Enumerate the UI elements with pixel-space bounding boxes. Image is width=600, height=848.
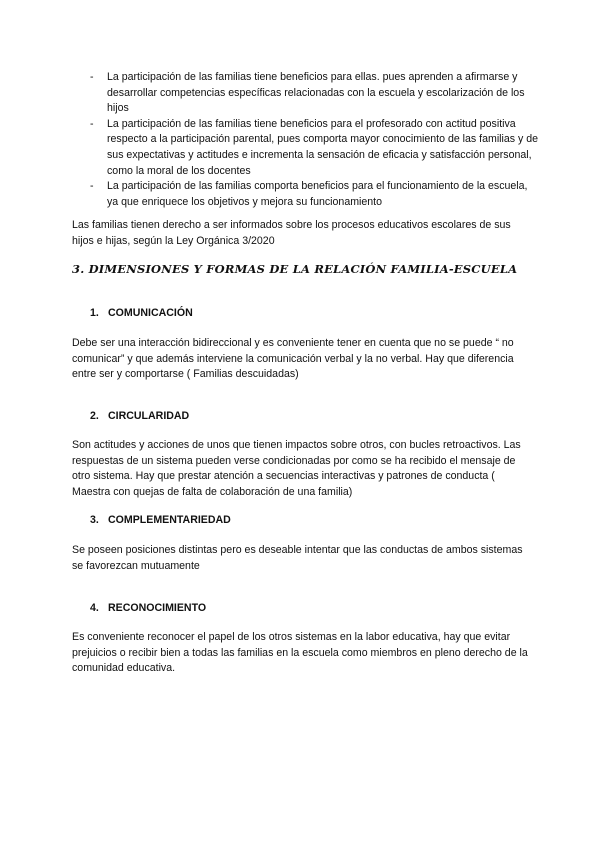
- bullet-marker: -: [90, 71, 94, 83]
- list-item: [90, 70, 540, 117]
- subsection-title: CIRCULARIDAD: [108, 410, 190, 422]
- subsection-heading-circularidad: [90, 410, 189, 422]
- subsection-title: RECONOCIMIENTO: [108, 602, 207, 614]
- subsection-text-circularidad: Son actitudes y acciones de unos que tienen impactos sobre otros, con bucles retroactivos. Las respuestas de un sistema pueden verse condicionadas por como se ha recibido el mensaje de otro sistema. Hay que prestar atención a secuencias interactivas y patrones de conducta ( Maestra con quejas de falta de colaboración de una familia): [72, 439, 521, 498]
- bullet-marker: -: [90, 117, 94, 130]
- subsection-text-reconocimiento: Es conveniente reconocer el papel de los otros sistemas en la labor educativa, hay que evitar prejuicios o recibir bien a todas las familias en la escuela como miembros en pleno derecho de la comunidad educativa.: [72, 631, 528, 675]
- subsection-number: 1.: [90, 307, 99, 319]
- subsection-text-complementariedad: Se poseen posiciones distintas pero es deseable intentar que las conductas de ambos sistemas se favorezcan mutuamente: [72, 544, 523, 572]
- subsection-heading-complementariedad: [90, 514, 231, 526]
- section-title: 3. DIMENSIONES Y FORMAS DE LA RELACIÓN FAMILIA-ESCUELA: [72, 262, 518, 276]
- intro-paragraph: Las familias tienen derecho a ser informados sobre los procesos educativos escolares de sus hijos e hijas, según la Ley Orgánica 3/2020: [72, 219, 511, 247]
- subsection-number: 4.: [90, 602, 99, 614]
- subsection-title: COMUNICACIÓN: [108, 307, 193, 319]
- bullet-text: La participación de las familias comporta beneficios para el funcionamiento de la escuela, ya que enriquece los objetivos y mejora su funcionamiento: [107, 180, 528, 208]
- subsection-heading-reconocimiento: [90, 602, 206, 614]
- subsection-title: COMPLEMENTARIEDAD: [108, 514, 231, 526]
- bullet-text: La participación de las familias tiene beneficios para el profesorado con actitud positiva respecto a la participación parental, pues comporta mayor conocimiento de las familias y de sus expectativas y actitudes e incrementa la sensación de eficacia y satisfacción personal, como la moral de los docentes: [107, 117, 539, 177]
- subsection-heading-comunicacion: [90, 307, 193, 319]
- subsection-number: 2.: [90, 410, 99, 422]
- subsection-number: 3.: [90, 514, 99, 526]
- list-item: [90, 179, 540, 210]
- bullet-marker: -: [90, 180, 94, 193]
- list-item: [90, 117, 540, 179]
- bullet-text: La participación de las familias tiene beneficios para ellas. pues aprenden a afirmarse y desarrollar competencias específicas relacionadas con la escuela y escolarización de los hijos: [107, 71, 525, 115]
- subsection-text-comunicacion: Debe ser una interacción bidireccional y es conveniente tener en cuenta que no se puede “ no comunicar” y que además interviene la comunicación verbal y la no verbal. Hay que diferencia entre ser y comportarse ( Familias descuidadas): [72, 337, 514, 381]
- benefits-list: [90, 70, 540, 210]
